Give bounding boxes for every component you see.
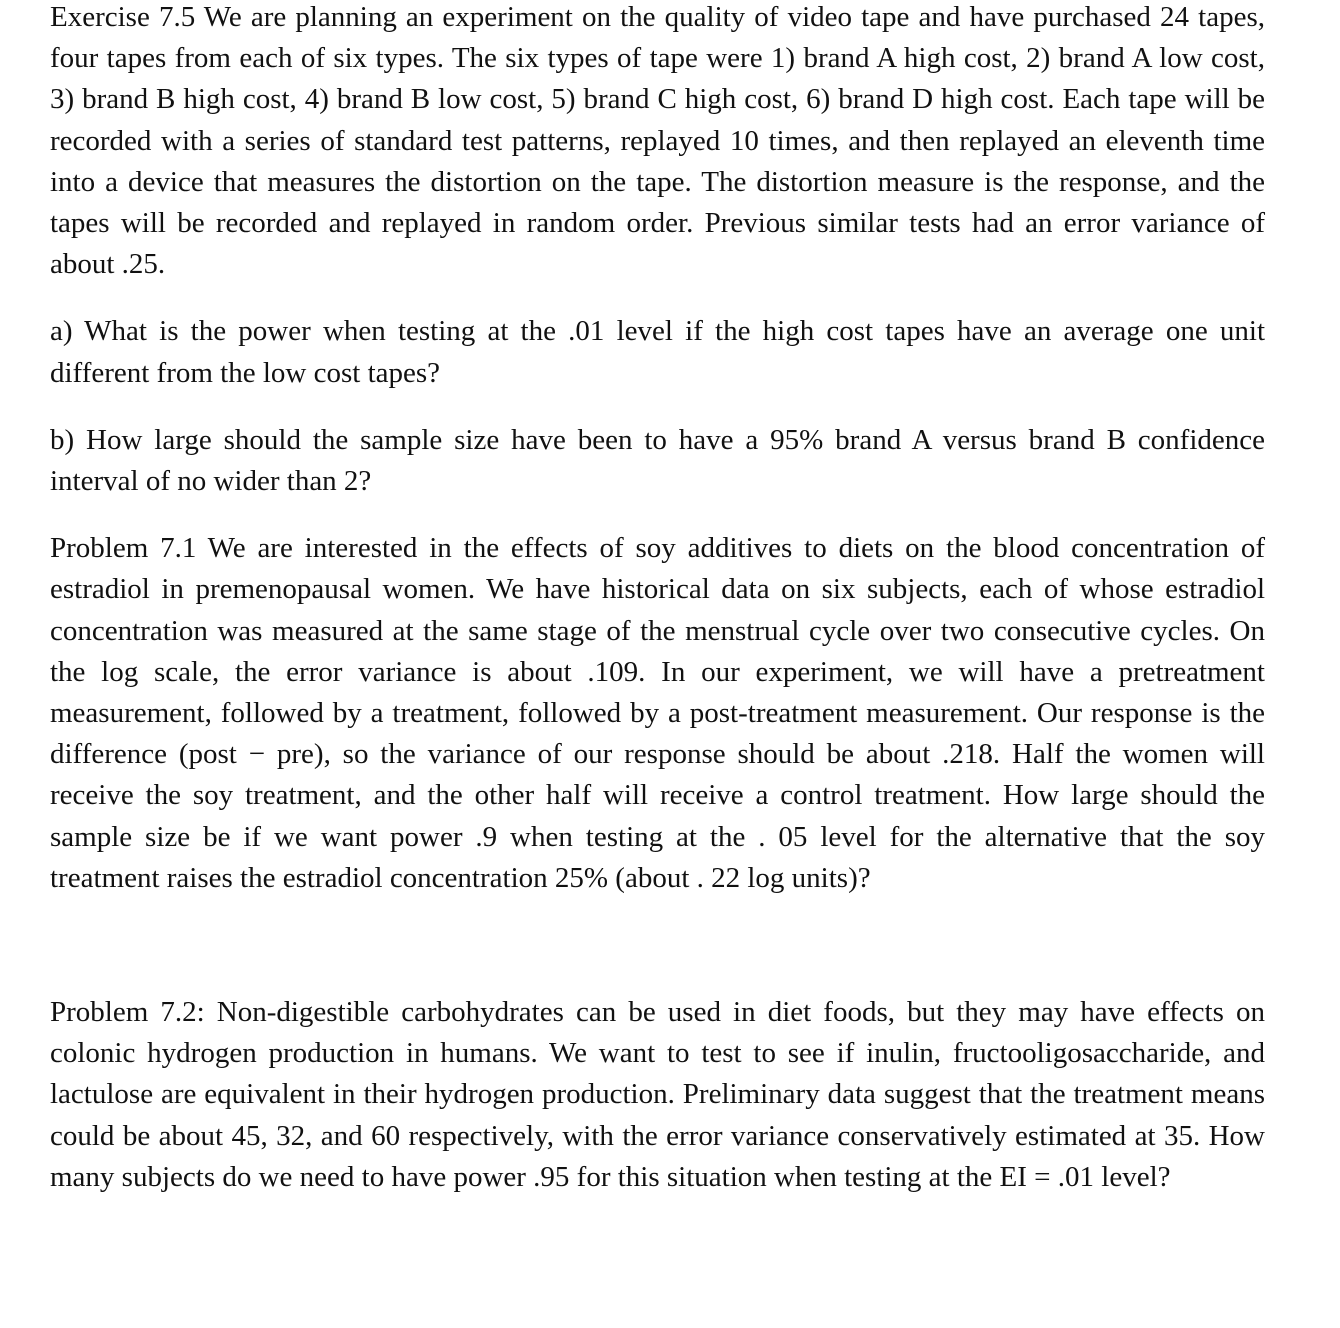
problem-7-1-paragraph: Problem 7.1 We are interested in the effects of soy additives to diets on the blood concentration of estradiol in premenopausal women. We have historical data on six subjects, each of whose estradiol concentration was measured at the same stage of the menstrual cycle over two consecutive cycles. On the log scale, the error variance is about .109. In our experiment, we will have a pretreatment measurement, followed by a treatment, followed by a post-treatment measurement. Our response is the difference (post − pre), so the variance of our response should be about .218. Half the women will receive the soy treatment, and the other half will receive a control treatment. How large should the sample size be if we want power .9 when testing at the . 05 level for the alternative that the soy treatment raises the estradiol concentration 25% (about . 22 log units)? — [50, 532, 1265, 894]
document-page — [50, 0, 1265, 1198]
problem-7-2-paragraph: Problem 7.2: Non-digestible carbohydrates can be used in diet foods, but they may have effects on colonic hydrogen production in humans. We want to test to see if inulin, fructooligosaccharide, and lactulose are equivalent in their hydrogen production. Preliminary data suggest that the treatment means could be about 45, 32, and 60 respectively, with the error variance conservatively estimated at 35. How many subjects do we need to have power .95 for this situation when testing at the EI = .01 level? — [50, 996, 1265, 1193]
part-a-question: a) What is the power when testing at the .01 level if the high cost tapes have an average one unit different from the low cost tapes? — [50, 315, 1265, 389]
exercise-7-5-paragraph: Exercise 7.5 We are planning an experiment on the quality of video tape and have purchased 24 tapes, four tapes from each of six types. The six types of tape were 1) brand A high cost, 2) brand A low cost, 3) brand B high cost, 4) brand B low cost, 5) brand C high cost, 6) brand D high cost. Each tape will be recorded with a series of standard test patterns, replayed 10 times, and then replayed an eleventh time into a device that measures the distortion on the tape. The distortion measure is the response, and the tapes will be recorded and replayed in random order. Previous similar tests had an error variance of about .25. — [50, 1, 1265, 281]
part-b-question: b) How large should the sample size have been to have a 95% brand A versus brand B confidence interval of no wider than 2? — [50, 423, 1265, 498]
